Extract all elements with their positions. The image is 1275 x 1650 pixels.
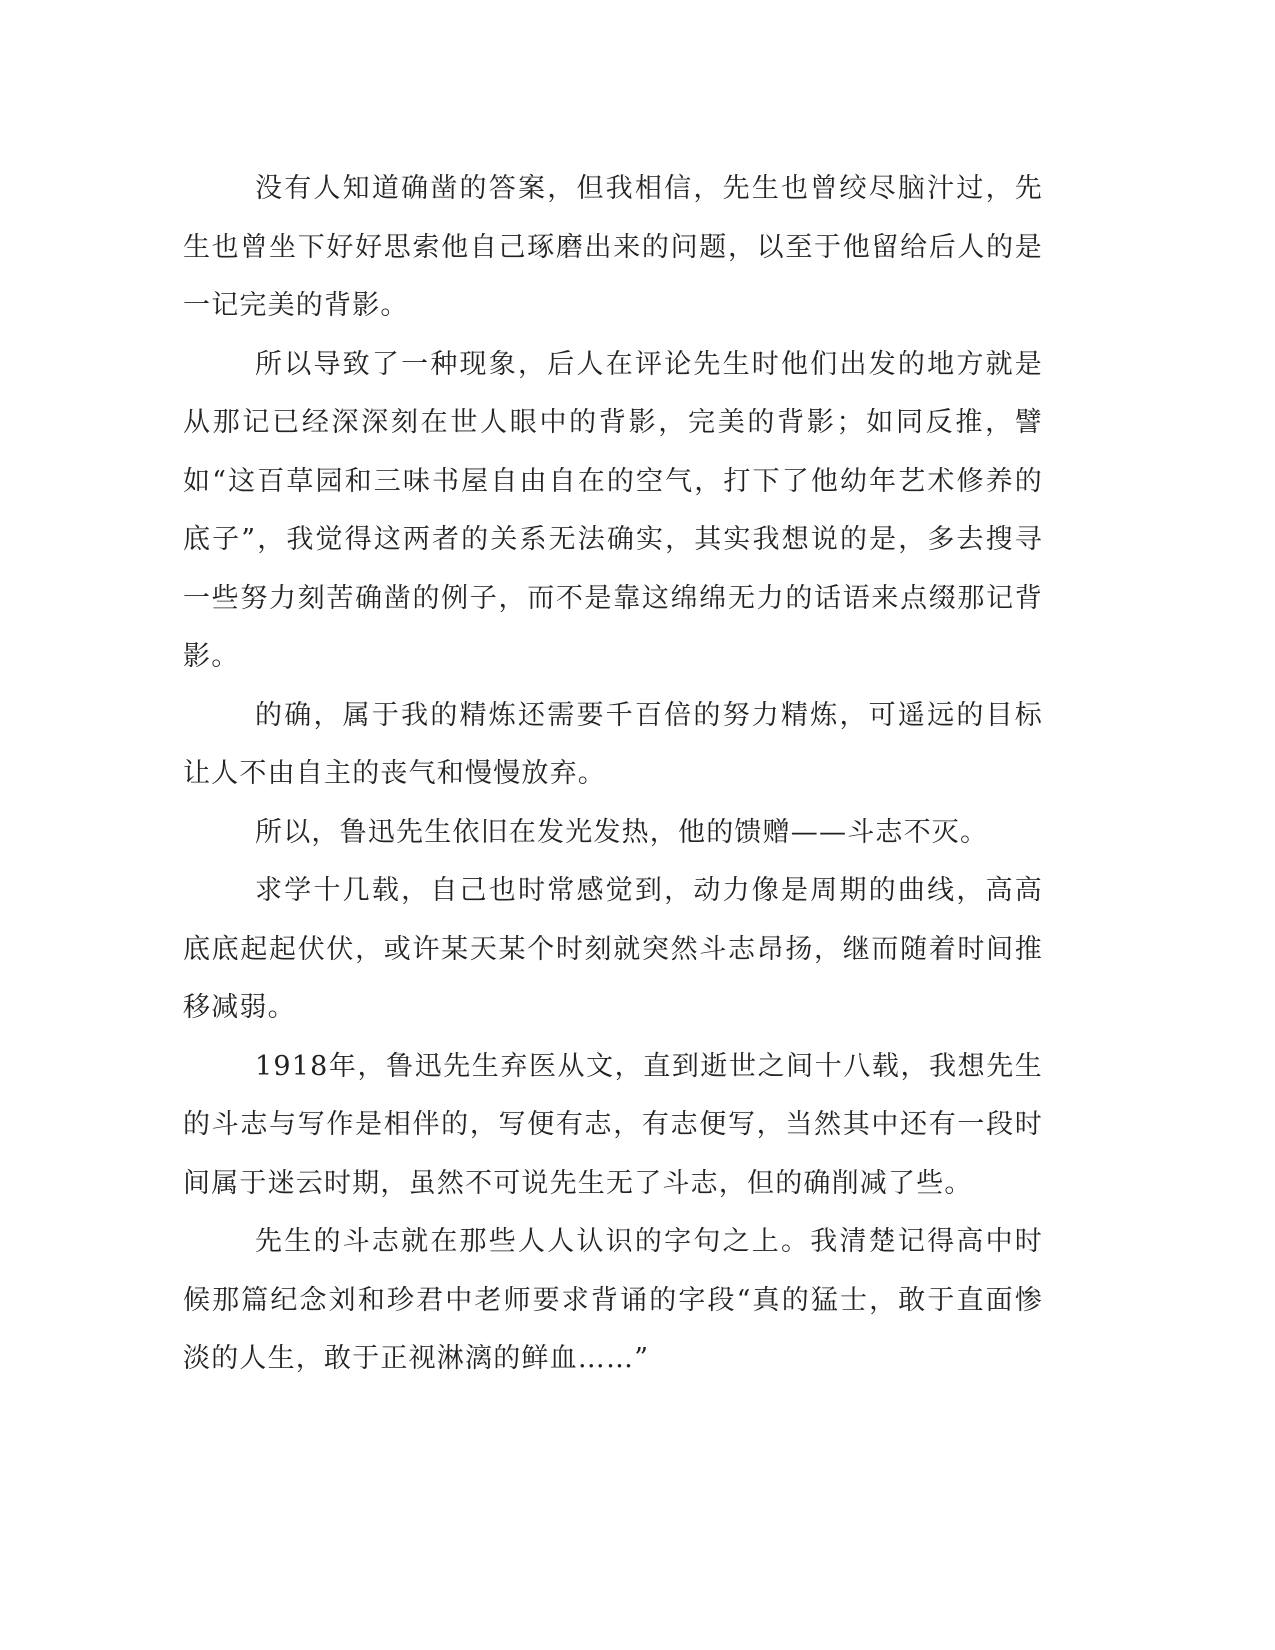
paragraph-6: 1918年，鲁迅先生弃医从文，直到逝世之间十八载，我想先生的斗志与写作是相伴的，写便有志，有志便写，当然其中还有一段时间属于迷云时期，虽然不可说先生无了斗志，但的确削减了些。: [183, 1050, 1043, 1199]
paragraph-3: 的确，属于我的精炼还需要千百倍的努力精炼，可遥远的目标让人不由自主的丧气和慢慢放弃。: [183, 699, 1043, 789]
paragraph-7: 先生的斗志就在那些人人认识的字句之上。我清楚记得高中时候那篇纪念刘和珍君中老师要求背诵的字段“真的猛士，敢于直面惨淡的人生，敢于正视淋漓的鲜血……”: [183, 1226, 1043, 1374]
paragraph-2: 所以导致了一种现象，后人在评论先生时他们出发的地方就是从那记已经深深刻在世人眼中的背影，完美的背影；如同反推，譬如“这百草园和三味书屋自由自在的空气，打下了他幼年艺术修养的底子”，我觉得这两者的关系无法确实，其实我想说的是，多去搜寻一些努力刻苦确凿的例子，而不是靠这绵绵无力的话语来点缀那记背影。: [183, 348, 1043, 672]
body-text: [183, 160, 1043, 1389]
paragraph-5: 求学十几载，自己也时常感觉到，动力像是周期的曲线，高高底底起起伏伏，或许某天某个时刻就突然斗志昂扬，继而随着时间推移减弱。: [183, 875, 1043, 1023]
paragraph-1: 没有人知道确凿的答案，但我相信，先生也曾绞尽脑汁过，先生也曾坐下好好思索他自己琢磨出来的问题，以至于他留给后人的是一记完美的背影。: [183, 173, 1043, 321]
paragraph-4: 所以，鲁迅先生依旧在发光发热，他的馈赠——斗志不灭。: [255, 816, 989, 848]
